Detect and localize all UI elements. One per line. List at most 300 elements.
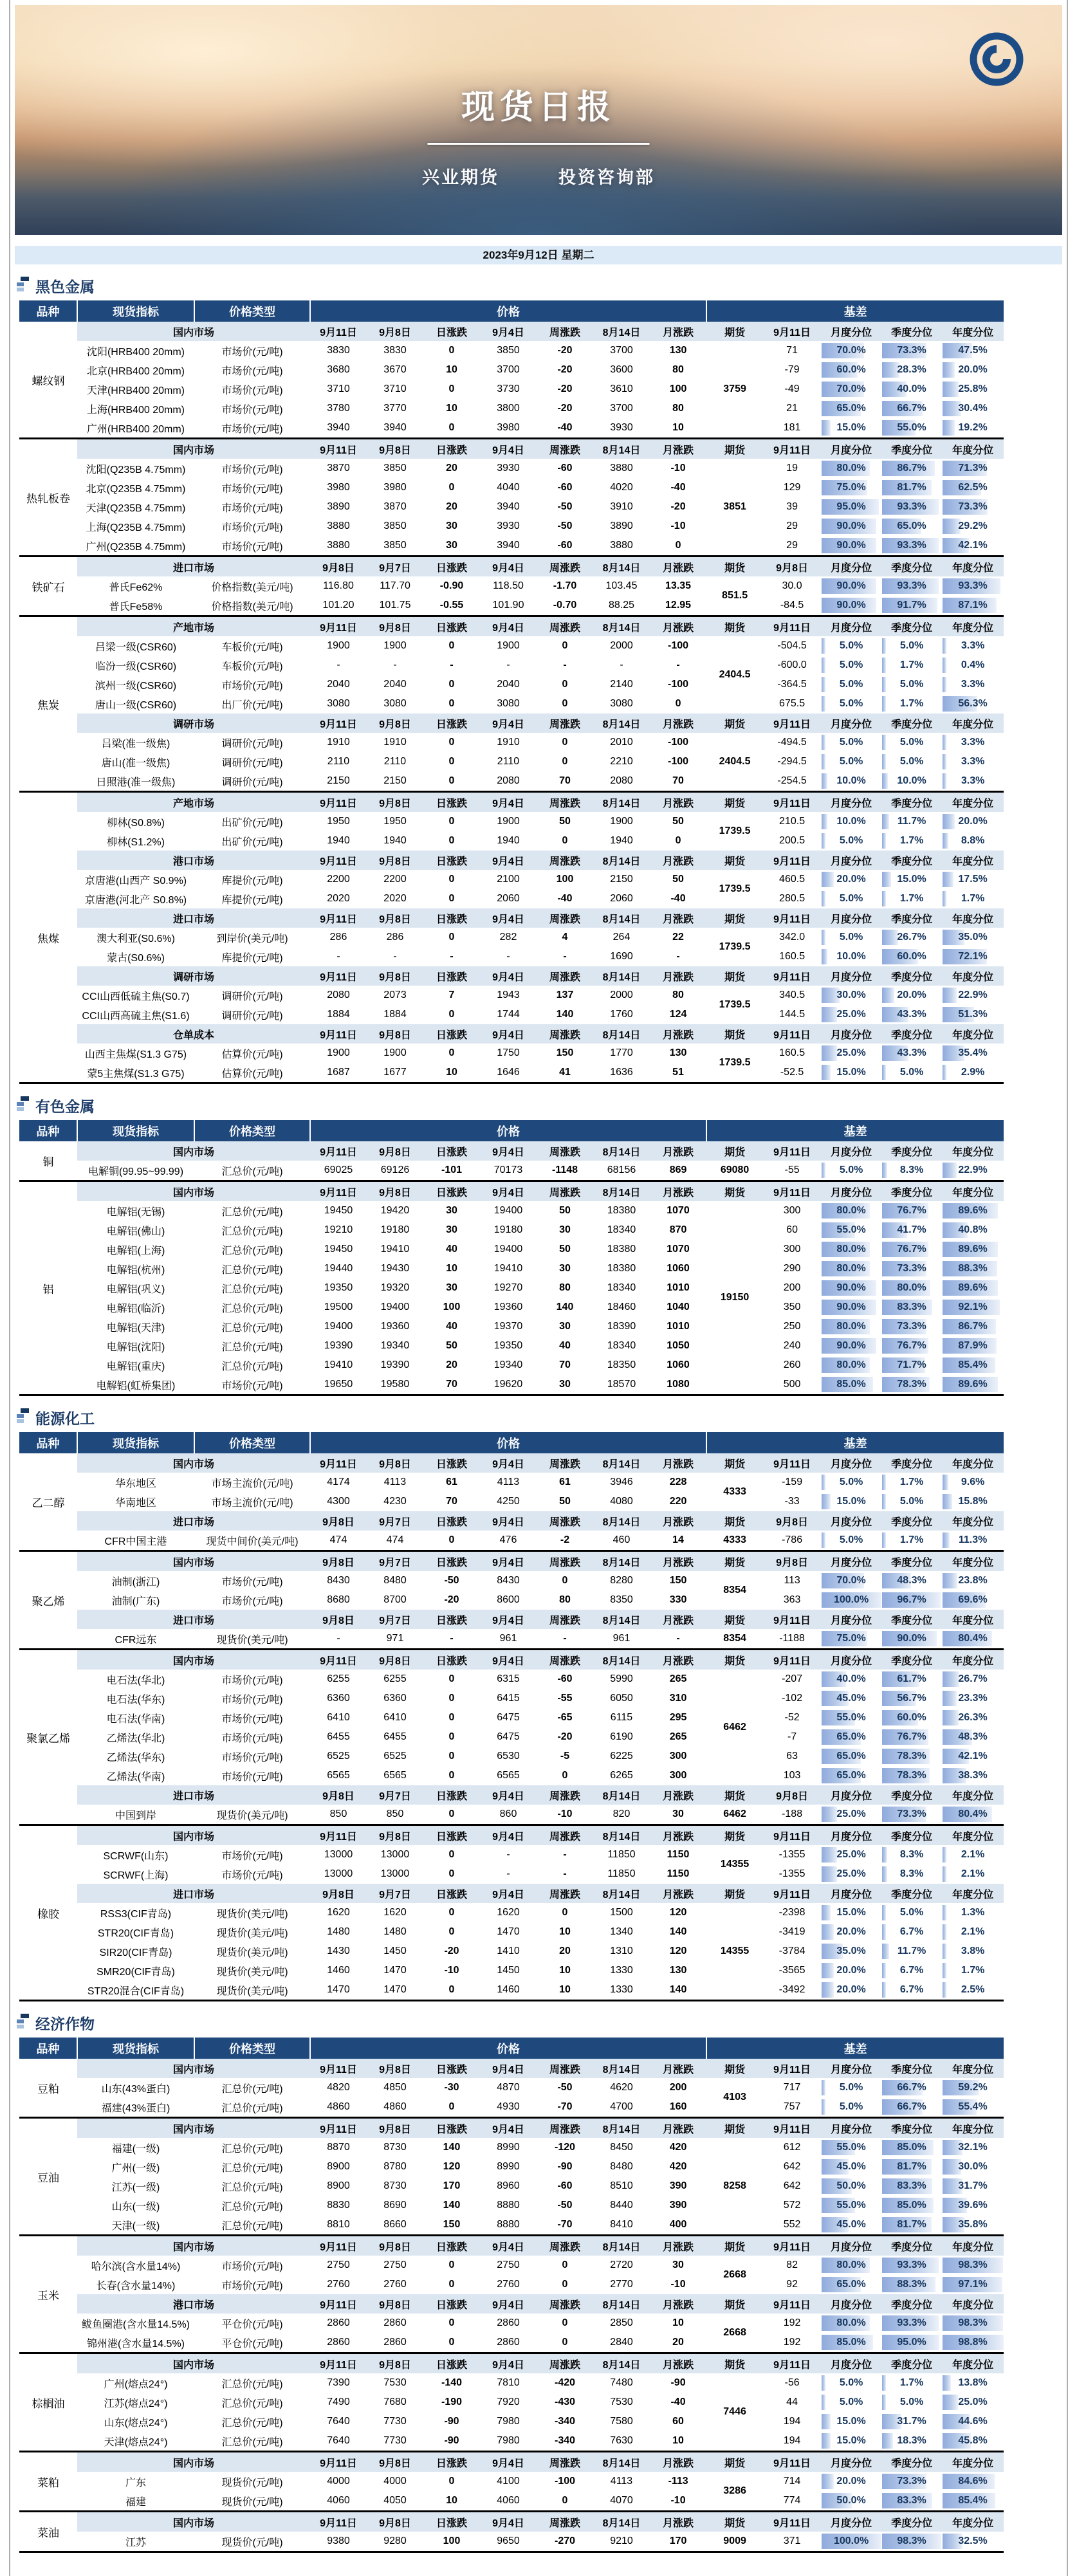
- basis-cell: -79: [784, 364, 800, 375]
- percentile-value: 5.0%: [899, 1496, 924, 1507]
- basis-cell: -55: [784, 1164, 800, 1175]
- value-cell: 6190: [610, 1731, 633, 1742]
- col-header-variety: 品种: [19, 1120, 77, 1141]
- column-label: 年度分位: [942, 322, 1004, 341]
- value-cell: 19400: [493, 1205, 523, 1216]
- percentile-value: 42.1%: [958, 540, 988, 551]
- basis-cell: 280.5: [779, 893, 805, 904]
- market-subheader-row: [19, 1825, 1004, 1846]
- column-label: 日涨跌: [423, 616, 480, 637]
- percentile-value: 8.3%: [899, 1849, 924, 1860]
- column-label: 月涨跌: [650, 2118, 706, 2139]
- percentile-cell: [942, 497, 1004, 517]
- percentile-value: 80.0%: [836, 1321, 866, 1332]
- percentile-value: 78.3%: [897, 1751, 926, 1762]
- percentile-bar: [822, 1532, 825, 1548]
- value-cell: -90: [557, 2161, 573, 2172]
- value-cell: -50: [557, 2082, 573, 2093]
- column-label: 年度分位: [942, 966, 1004, 986]
- percentile-value: 35.0%: [958, 932, 988, 943]
- value-cell: -5: [560, 1751, 570, 1762]
- value-cell: 41: [559, 1067, 571, 1078]
- percentile-value: 65.0%: [836, 1770, 866, 1781]
- percentile-cell: [881, 1278, 942, 1298]
- column-label: 9月11日: [310, 1650, 367, 1670]
- variety-cell: 豆油: [19, 2118, 77, 2236]
- col-header-basis: 基差: [706, 2038, 1004, 2059]
- value-cell: 0: [562, 737, 568, 748]
- column-label: 月涨跌: [650, 439, 706, 459]
- table-row: [19, 1590, 1004, 1610]
- column-label: 期货: [706, 439, 763, 459]
- price-type-cell: 市场价(元/吨): [221, 541, 283, 553]
- column-label: 9月8日: [310, 1785, 367, 1805]
- table-row: [19, 2491, 1004, 2512]
- value-cell: -430: [554, 2397, 576, 2407]
- column-label: 9月8日: [310, 1610, 367, 1629]
- percentile-value: 5.0%: [839, 679, 863, 690]
- column-label: 月度分位: [821, 966, 881, 986]
- column-label: 9月4日: [480, 2118, 537, 2139]
- value-cell: 170: [669, 2535, 687, 2546]
- value-cell: -70: [557, 2101, 573, 2112]
- value-cell: 6410: [327, 1712, 350, 1723]
- percentile-cell: [821, 2373, 881, 2393]
- indicator-cell: 华东地区: [115, 1478, 156, 1489]
- column-label: 期货: [706, 1610, 763, 1629]
- percentile-value: 20.0%: [836, 1926, 866, 1937]
- percentile-cell: [942, 2275, 1004, 2294]
- percentile-cell: [942, 2373, 1004, 2393]
- percentile-value: 5.0%: [899, 2397, 924, 2407]
- column-label: 年度分位: [942, 792, 1004, 813]
- percentile-cell: [881, 733, 942, 752]
- column-label: 季度分位: [881, 439, 942, 459]
- value-cell: 2080: [497, 775, 520, 786]
- value-cell: 19390: [380, 1359, 410, 1370]
- percentile-value: 55.0%: [836, 1224, 866, 1235]
- value-cell: 3830: [327, 345, 350, 356]
- value-cell: 282: [499, 932, 517, 943]
- percentile-cell: [881, 1903, 942, 1922]
- table-row: [19, 636, 1004, 656]
- table-row: [19, 771, 1004, 792]
- value-cell: 18340: [607, 1224, 636, 1235]
- market-label: 国内市场: [77, 2236, 310, 2256]
- value-cell: -270: [554, 2535, 576, 2546]
- column-label: 年度分位: [942, 1141, 1004, 1161]
- table-row: [19, 1629, 1004, 1650]
- value-cell: 1150: [667, 1868, 690, 1879]
- price-type-cell: 市场价(元/吨): [221, 365, 283, 377]
- percentile-value: 90.0%: [897, 1633, 926, 1644]
- basis-cell: 200: [783, 1282, 801, 1293]
- percentile-bar: [882, 1532, 886, 1548]
- brand-line: [15, 163, 1062, 189]
- column-label: 9月8日: [367, 792, 423, 813]
- percentile-cell: [821, 1201, 881, 1220]
- section-bullet-icon: [17, 277, 29, 295]
- indicator-cell: SIR20(CIF青岛): [99, 1947, 172, 1958]
- column-label: 年度分位: [942, 2512, 1004, 2532]
- percentile-cell: [821, 1356, 881, 1375]
- column-label: 9月11日: [310, 908, 367, 928]
- value-cell: -20: [670, 501, 686, 512]
- variety-cell: 焦炭: [19, 616, 77, 792]
- percentile-value: 73.3%: [958, 501, 988, 512]
- section-title-text: 有色金属: [35, 1098, 95, 1115]
- table-row: [19, 2472, 1004, 2491]
- value-cell: 0: [448, 1849, 455, 1860]
- percentile-value: 11.3%: [958, 1534, 988, 1545]
- indicator-cell: 中国到岸: [115, 1810, 156, 1821]
- percentile-cell: [821, 1005, 881, 1024]
- value-cell: 19410: [380, 1244, 410, 1255]
- percentile-value: 1.7%: [961, 1965, 985, 1976]
- value-cell: -0.70: [553, 600, 577, 611]
- column-label: 月度分位: [821, 2236, 881, 2256]
- column-label: 9月8日: [367, 908, 423, 928]
- percentile-value: 10.0%: [836, 951, 866, 962]
- percentile-cell: [881, 1961, 942, 1980]
- table-row: [19, 1903, 1004, 1922]
- column-label: 周涨跌: [537, 322, 593, 341]
- percentile-cell: [942, 1240, 1004, 1259]
- value-cell: 8430: [497, 1575, 520, 1586]
- percentile-cell: [942, 1845, 1004, 1864]
- value-cell: 2860: [327, 2317, 350, 2328]
- table-row: [19, 2431, 1004, 2452]
- percentile-value: 5.0%: [839, 893, 863, 904]
- percentile-bar: [882, 988, 894, 1003]
- value-cell: 2150: [327, 775, 350, 786]
- value-cell: -: [393, 659, 397, 670]
- percentile-bar: [822, 1807, 837, 1822]
- percentile-cell: [942, 928, 1004, 947]
- percentile-value: 85.4%: [958, 1359, 988, 1370]
- percentile-value: 73.3%: [897, 1808, 926, 1819]
- value-cell: 1470: [497, 1926, 520, 1937]
- table-row: [19, 1259, 1004, 1278]
- futures-cell: 9009: [723, 2535, 746, 2546]
- column-label: 9月8日: [763, 1785, 821, 1805]
- column-label: 年度分位: [942, 1024, 1004, 1044]
- price-type-cell: 现货价(美元/吨): [216, 1810, 288, 1821]
- percentile-value: 95.0%: [836, 501, 866, 512]
- percentile-cell: [881, 2373, 942, 2393]
- percentile-cell: [821, 2097, 881, 2118]
- column-label: 季度分位: [881, 1453, 942, 1473]
- percentile-value: 20.0%: [897, 989, 926, 1000]
- indicator-cell: 长春(含水量14%): [96, 2280, 176, 2292]
- percentile-value: 70.0%: [836, 345, 866, 356]
- percentile-bar: [822, 833, 825, 849]
- value-cell: 7980: [497, 2435, 520, 2446]
- value-cell: 7980: [497, 2416, 520, 2427]
- table-row: [19, 733, 1004, 752]
- table-row: [19, 1727, 1004, 1747]
- brand-company: 兴业期货: [422, 168, 499, 187]
- table-row: [19, 497, 1004, 517]
- percentile-cell: [881, 478, 942, 497]
- value-cell: 390: [669, 2180, 687, 2191]
- indicator-cell: 电解铝(虹桥集团): [96, 1380, 176, 1392]
- percentile-cell: [821, 1766, 881, 1785]
- basis-cell: 675.5: [779, 698, 805, 709]
- percentile-value: 6.7%: [899, 1926, 924, 1937]
- value-cell: 7: [448, 989, 455, 1000]
- value-cell: 1330: [610, 1984, 633, 1995]
- market-subheader-row: [19, 1141, 1004, 1161]
- value-cell: 6475: [497, 1731, 520, 1742]
- value-cell: -340: [554, 2416, 576, 2427]
- table-row: [19, 399, 1004, 418]
- value-cell: -60: [557, 463, 573, 474]
- value-cell: 6050: [610, 1693, 633, 1704]
- value-cell: 4050: [383, 2495, 407, 2506]
- percentile-cell: [942, 2472, 1004, 2491]
- value-cell: 140: [669, 1926, 687, 1937]
- value-cell: 3700: [610, 403, 633, 414]
- value-cell: 6415: [497, 1693, 520, 1704]
- column-label: 季度分位: [881, 966, 942, 986]
- column-label: 9月8日: [310, 1511, 367, 1531]
- percentile-bar: [822, 949, 827, 964]
- value-cell: 6455: [383, 1731, 407, 1742]
- percentile-cell: [881, 2138, 942, 2157]
- value-cell: 50: [446, 1340, 457, 1351]
- value-cell: 6525: [383, 1751, 407, 1762]
- value-cell: 30: [446, 520, 457, 531]
- percentile-value: 80.0%: [897, 1282, 926, 1293]
- price-type-cell: 现货价(元/吨): [221, 2477, 283, 2489]
- percentile-cell: [821, 576, 881, 596]
- percentile-cell: [942, 694, 1004, 713]
- percentile-cell: [942, 2078, 1004, 2097]
- column-label: 期货: [706, 2236, 763, 2256]
- section-black-metals: [10, 276, 1067, 1084]
- percentile-bar: [943, 1691, 957, 1706]
- column-label: 9月11日: [310, 966, 367, 986]
- value-cell: 8350: [610, 1594, 633, 1605]
- basis-cell: 500: [783, 1379, 801, 1390]
- price-type-cell: 市场价(元/吨): [221, 1675, 283, 1686]
- column-label: 日涨跌: [423, 1610, 480, 1629]
- column-label: 9月11日: [310, 2236, 367, 2256]
- percentile-cell: [881, 812, 942, 831]
- value-cell: 0: [448, 1009, 455, 1020]
- basis-cell: 29: [786, 520, 798, 531]
- percentile-value: 26.7%: [897, 932, 926, 943]
- value-cell: 2150: [383, 775, 407, 786]
- percentile-value: 98.3%: [897, 2535, 926, 2546]
- percentile-cell: [942, 1220, 1004, 1240]
- percentile-value: 51.3%: [958, 1009, 988, 1020]
- basis-cell: 113: [784, 1575, 800, 1586]
- percentile-cell: [942, 536, 1004, 557]
- column-label: 日涨跌: [423, 2059, 480, 2078]
- column-label: 年度分位: [942, 557, 1004, 577]
- percentile-cell: [821, 2412, 881, 2431]
- value-cell: 400: [669, 2219, 687, 2230]
- value-cell: 88.25: [608, 600, 635, 611]
- value-cell: -: [620, 659, 623, 670]
- basis-cell: 192: [783, 2337, 801, 2348]
- value-cell: 7920: [497, 2397, 520, 2407]
- variety-cell: 铝: [19, 1181, 77, 1395]
- percentile-value: 55.0%: [836, 1712, 866, 1723]
- column-label: 周涨跌: [537, 1884, 593, 1903]
- column-label: 9月8日: [367, 1141, 423, 1161]
- value-cell: 8990: [497, 2142, 520, 2153]
- col-header-basis: 基差: [706, 1432, 1004, 1453]
- price-type-cell: 出矿价(元/吨): [221, 817, 283, 829]
- percentile-value: 62.5%: [958, 482, 988, 493]
- column-label: 期货: [706, 2512, 763, 2532]
- price-type-cell: 汇总价(元/吨): [221, 2083, 283, 2095]
- table-row: [19, 831, 1004, 851]
- value-cell: 1884: [383, 1009, 407, 1020]
- percentile-cell: [881, 1531, 942, 1551]
- percentile-cell: [881, 1298, 942, 1317]
- value-cell: 3940: [383, 422, 407, 433]
- value-cell: -20: [557, 403, 573, 414]
- percentile-bar: [943, 2375, 951, 2391]
- percentile-cell: [881, 1747, 942, 1766]
- value-cell: -55: [557, 1693, 573, 1704]
- value-cell: 4100: [497, 2476, 520, 2487]
- percentile-cell: [821, 478, 881, 497]
- column-label: 9月11日: [310, 439, 367, 459]
- value-cell: 2210: [610, 756, 633, 767]
- market-subheader-row: [19, 2353, 1004, 2374]
- column-label: 9月8日: [367, 851, 423, 870]
- indicator-cell: 山东(43%蛋白): [101, 2083, 170, 2095]
- percentile-value: 61.7%: [897, 1673, 926, 1684]
- market-label: 国内市场: [77, 2452, 310, 2472]
- percentile-cell: [942, 1727, 1004, 1747]
- value-cell: 19500: [324, 1302, 353, 1312]
- basis-cell: -1355: [778, 1849, 805, 1860]
- percentile-value: 97.1%: [958, 2279, 988, 2290]
- value-cell: -60: [557, 540, 573, 551]
- value-cell: -: [336, 951, 340, 962]
- percentile-value: 88.3%: [958, 1263, 988, 1274]
- value-cell: 100: [669, 383, 687, 394]
- value-cell: 7580: [610, 2416, 633, 2427]
- percentile-bar: [943, 833, 948, 849]
- value-cell: 0: [448, 2476, 455, 2487]
- indicator-cell: 电解铜(99.95~99.99): [87, 1166, 184, 1177]
- value-cell: 7630: [610, 2435, 633, 2446]
- indicator-cell: 蒙5主焦煤(S1.3 G75): [87, 1068, 185, 1080]
- column-label: 9月4日: [480, 713, 537, 733]
- value-cell: 8870: [327, 2142, 350, 2153]
- column-label: 月度分位: [821, 1181, 881, 1202]
- value-cell: 3080: [383, 698, 407, 709]
- percentile-value: 65.0%: [836, 1731, 866, 1742]
- percentile-value: 3.3%: [961, 737, 985, 748]
- price-type-cell: 汇总价(元/吨): [221, 2201, 283, 2213]
- value-cell: -1148: [551, 1164, 578, 1175]
- value-cell: -101: [441, 1164, 463, 1175]
- column-label: 月涨跌: [650, 2512, 706, 2532]
- basis-cell: 60: [786, 1224, 798, 1235]
- value-cell: 1460: [497, 1984, 520, 1995]
- column-label: 月度分位: [821, 1551, 881, 1572]
- percentile-bar: [822, 754, 825, 769]
- value-cell: 3850: [383, 520, 407, 531]
- value-cell: 13000: [324, 1868, 353, 1879]
- table-row: [19, 1044, 1004, 1063]
- percentile-cell: [942, 656, 1004, 675]
- percentile-cell: [821, 812, 881, 831]
- column-label: 年度分位: [942, 1511, 1004, 1531]
- percentile-value: 15.0%: [836, 2416, 866, 2427]
- percentile-bar: [882, 1163, 887, 1178]
- column-label: 9月11日: [310, 713, 367, 733]
- percentile-value: 80.4%: [958, 1633, 988, 1644]
- column-label: 期货: [706, 616, 763, 637]
- indicator-cell: 电解铝(临沂): [106, 1303, 165, 1314]
- value-cell: 1460: [327, 1965, 350, 1976]
- table-body: [19, 2059, 1004, 2552]
- market-subheader-row: [19, 616, 1004, 637]
- column-label: 9月11日: [763, 908, 821, 928]
- percentile-cell: [881, 459, 942, 478]
- value-cell: -10: [670, 2279, 686, 2290]
- percentile-bar: [943, 1573, 957, 1588]
- column-label: 日涨跌: [423, 2452, 480, 2472]
- percentile-value: 93.3%: [897, 580, 926, 591]
- indicator-cell: 北京(Q235B 4.75mm): [86, 483, 186, 495]
- indicator-cell: 山东(一级): [111, 2201, 160, 2213]
- percentile-cell: [942, 2215, 1004, 2236]
- percentile-value: 85.0%: [836, 1379, 866, 1390]
- indicator-cell: 福建(一级): [111, 2143, 160, 2155]
- value-cell: -: [506, 659, 510, 670]
- column-label: 期货: [706, 2353, 763, 2374]
- value-cell: 40: [446, 1244, 457, 1255]
- column-label: 9月11日: [763, 2118, 821, 2139]
- percentile-cell: [821, 2138, 881, 2157]
- basis-cell: -504.5: [777, 640, 807, 651]
- percentile-bar: [822, 1866, 837, 1882]
- table-head: [19, 300, 1004, 322]
- value-cell: 0: [448, 1751, 455, 1762]
- column-label: 日涨跌: [423, 1650, 480, 1670]
- date-bar: 2023年9月12日 星期二: [15, 246, 1062, 264]
- percentile-cell: [881, 870, 942, 889]
- value-cell: 264: [612, 932, 631, 943]
- section-title-text: 能源化工: [35, 1410, 95, 1427]
- basis-cell: 71: [786, 345, 798, 356]
- percentile-value: 84.6%: [958, 2476, 988, 2487]
- table-head: [19, 1120, 1004, 1141]
- percentile-value: 80.0%: [836, 2259, 866, 2270]
- price-type-cell: 汇总价(元/吨): [221, 1361, 283, 1372]
- indicator-cell: STR20(CIF青岛): [97, 1927, 174, 1939]
- market-label: 进口市场: [77, 908, 310, 928]
- table-row: [19, 812, 1004, 831]
- value-cell: 30: [446, 540, 457, 551]
- percentile-value: 11.7%: [897, 1946, 926, 1956]
- value-cell: -140: [441, 2377, 463, 2388]
- price-type-cell: 出矿价(元/吨): [221, 836, 283, 848]
- column-label: 月涨跌: [650, 2294, 706, 2314]
- column-label: 期货: [706, 1024, 763, 1044]
- percentile-bar: [943, 1163, 957, 1178]
